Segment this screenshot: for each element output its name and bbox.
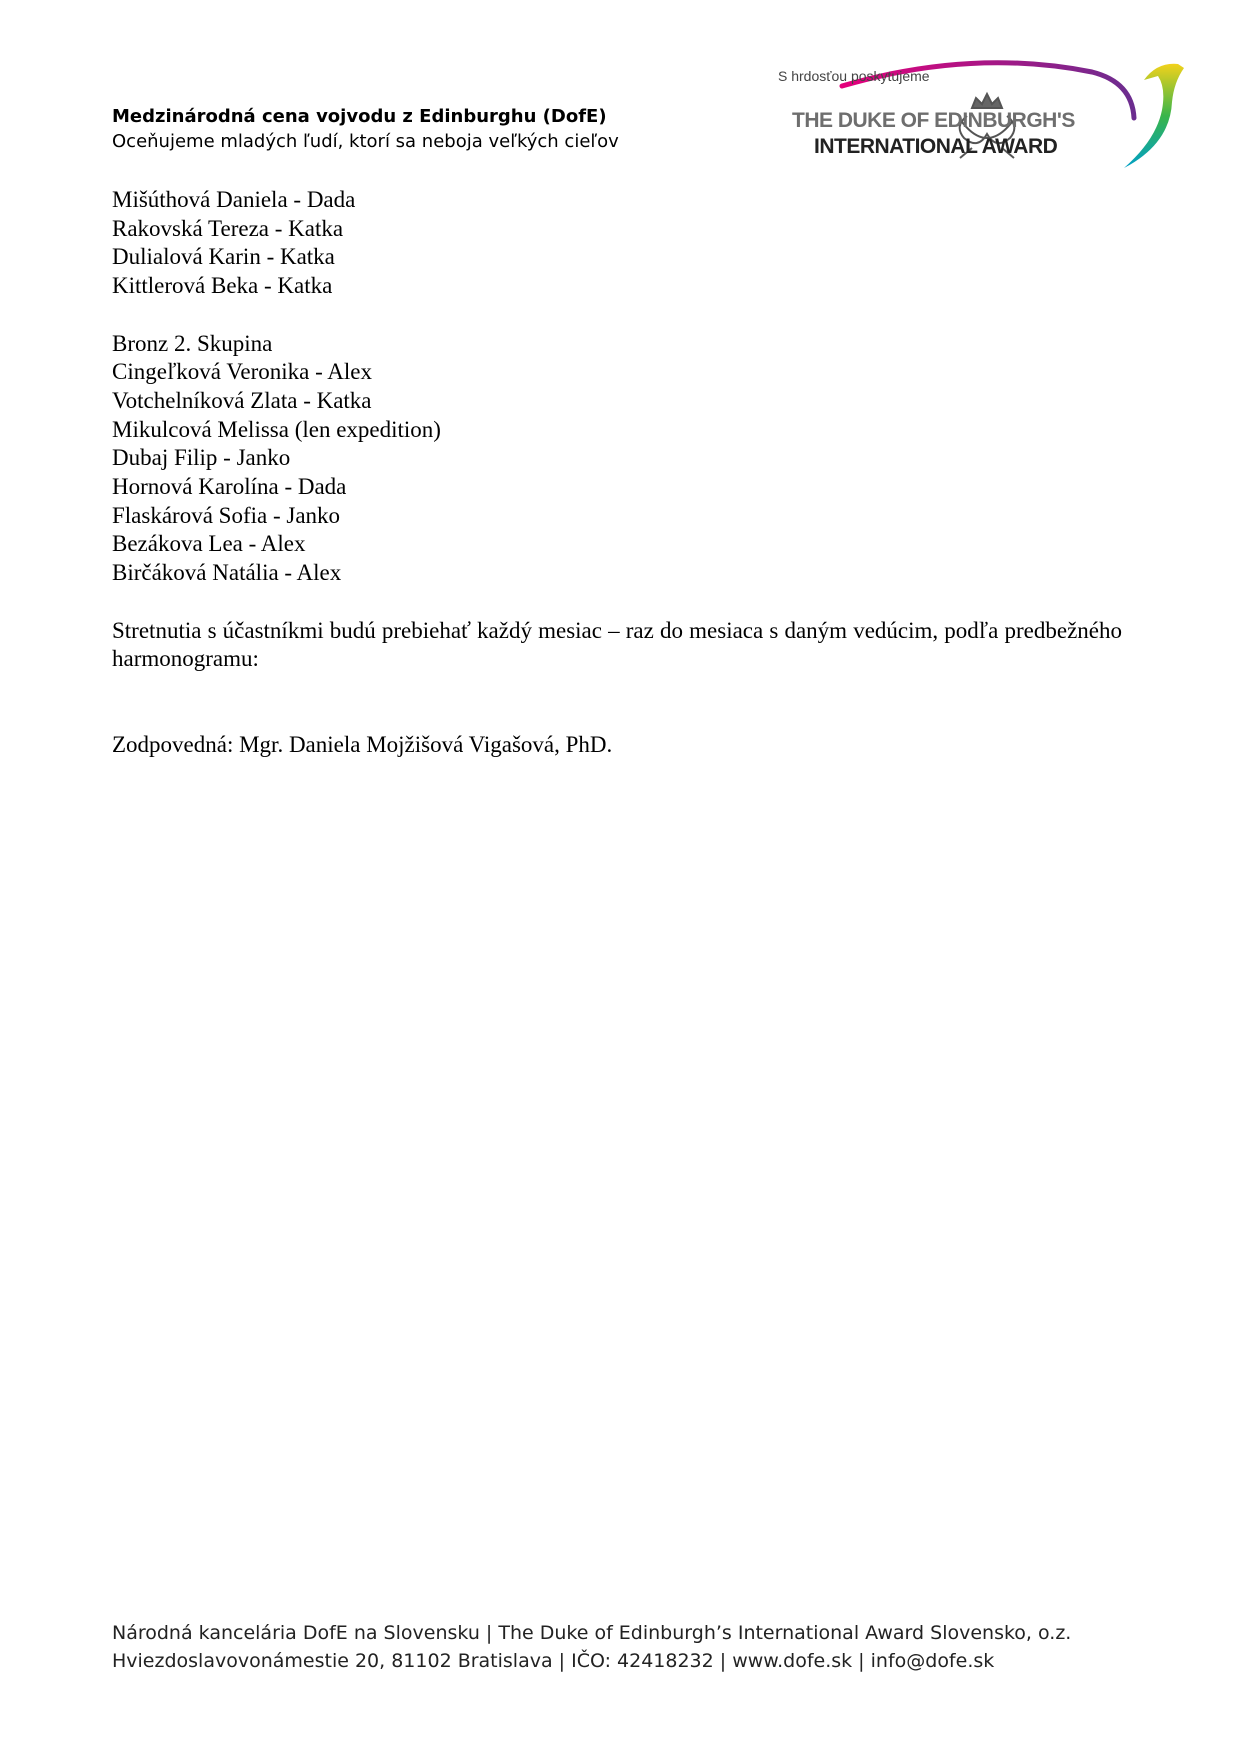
document-body	[112, 186, 1122, 760]
logo-tagline: S hrdosťou poskytujeme	[778, 68, 930, 84]
spacer	[112, 588, 1122, 617]
list-item: Mikulcová Melissa (len expedition)	[112, 416, 441, 442]
list-item: Votchelníková Zlata - Katka	[112, 387, 372, 413]
list-item: Dubaj Filip - Janko	[112, 445, 291, 471]
org-title: Medzinárodná cena vojvodu z Edinburghu (DofE)	[112, 106, 607, 127]
list-item: Hornová Karolína - Dada	[112, 474, 347, 500]
footer-line2: Hviezdoslavovonámestie 20, 81102 Bratislava | IČO: 42418232 | www.dofe.sk | info@dofe.sk	[112, 1650, 995, 1672]
spacer	[112, 301, 1122, 330]
dofe-logo	[772, 58, 1202, 178]
list-item: Kittlerová Beka - Katka	[112, 273, 333, 299]
list-item: Dulialová Karin - Katka	[112, 244, 335, 270]
letterhead	[112, 105, 619, 155]
meetings-paragraph: Stretnutia s účastníkmi budú prebiehať každý mesiac – raz do mesiaca s daným vedúcim, podľa predbežného harmonogramu:	[112, 617, 1122, 672]
org-subtitle: Oceňujeme mladých ľudí, ktorí sa neboja veľkých cieľov	[112, 131, 619, 152]
list-item: Birčáková Natália - Alex	[112, 560, 342, 586]
list-item: Rakovská Tereza - Katka	[112, 215, 344, 241]
spacer	[112, 674, 1122, 731]
footer-line1: Národná kancelária DofE na Slovensku | The Duke of Edinburgh’s International Award Slovensko, o.z.	[112, 1622, 1072, 1644]
list-item: Bezákova Lea - Alex	[112, 531, 306, 557]
responsible-person: Zodpovedná: Mgr. Daniela Mojžišová Vigašová, PhD.	[112, 731, 613, 757]
list-item: Cingeľková Veronika - Alex	[112, 359, 372, 385]
logo-title-line2: INTERNATIONAL AWARD	[814, 135, 1058, 158]
list-item: Flaskárová Sofia - Janko	[112, 502, 341, 528]
list-item: Mišúthová Daniela - Dada	[112, 187, 356, 212]
footer	[112, 1619, 1071, 1675]
group2-title: Bronz 2. Skupina	[112, 330, 273, 356]
logo-title-line1: THE DUKE OF EDINBURGH'S	[792, 109, 1075, 132]
group1-list	[112, 186, 1122, 301]
group2-list	[112, 358, 1122, 588]
